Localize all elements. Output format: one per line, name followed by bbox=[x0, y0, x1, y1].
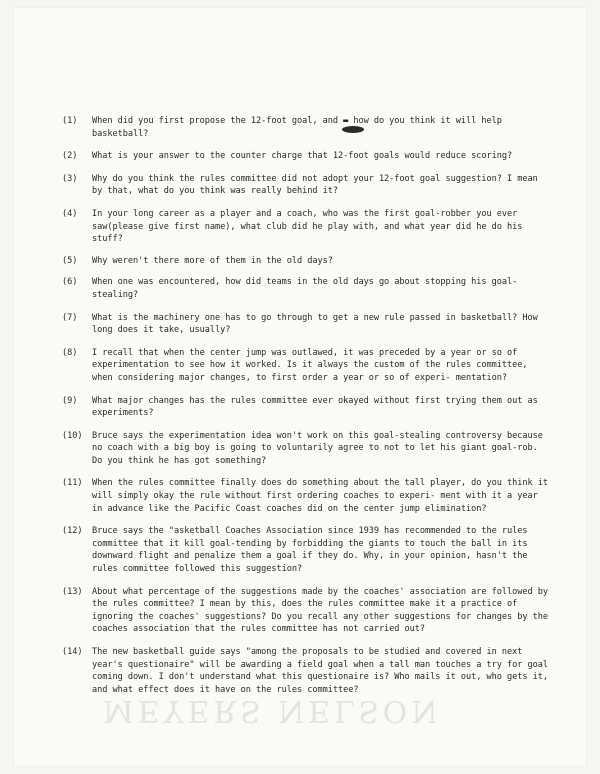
question-text: In your long career as a player and a coach, who was the first goal-robber you ever saw(please give first name), what club did he play with, and what year did he do his stuff? bbox=[92, 208, 523, 245]
question-item bbox=[62, 276, 552, 301]
question-text: The new basketball guide says "among the proposals to be studied and covered in next year's questionaire" will be awarding a field goal when a tall man touches a try for goal coming down. I don't understand what this questionaire is? Who mails it out, who gets it, and what effect does it have on the rules committee? bbox=[92, 647, 549, 695]
bleed-through-watermark: MEYERS NELSON bbox=[103, 693, 442, 728]
question-text: What major changes has the rules committee ever okayed without first trying them out as experiments? bbox=[92, 395, 538, 419]
question-number: (11) bbox=[62, 478, 83, 489]
question-text: Why do you think the rules committee did not adopt your 12-foot goal suggestion? I mean by that, what do you think was really behind it? bbox=[92, 173, 538, 197]
question-item bbox=[62, 347, 552, 385]
question-item bbox=[62, 646, 552, 696]
question-item bbox=[62, 115, 552, 140]
question-number: (7) bbox=[62, 312, 78, 323]
question-item bbox=[62, 586, 552, 636]
question-number: (6) bbox=[62, 277, 78, 288]
question-item bbox=[62, 525, 552, 575]
question-number: (5) bbox=[62, 255, 78, 266]
question-text: About what percentage of the suggestions made by the coaches' association are followed by the rules committee? I mean by this, does the rules committee make it a practice of ignoring the coaches' suggestions? Do you recall any other suggestions for changes by the coaches association that the rules committee has not carried out? bbox=[92, 586, 549, 635]
question-text: When did you first propose the 12-foot goal, and ▬ how do you think it will help basketball? bbox=[92, 116, 502, 139]
question-item bbox=[62, 477, 552, 515]
question-number: (4) bbox=[62, 208, 78, 219]
question-text: What is the machinery one has to go through to get a new rule passed in basketball? How long does it take, usually? bbox=[92, 312, 538, 336]
question-number: (3) bbox=[62, 173, 78, 184]
question-item bbox=[62, 255, 552, 268]
question-item bbox=[62, 150, 552, 163]
question-number: (8) bbox=[62, 347, 78, 358]
question-item bbox=[62, 208, 552, 246]
question-item bbox=[62, 430, 552, 468]
question-item bbox=[62, 395, 552, 420]
question-number: (9) bbox=[62, 395, 78, 406]
question-text: When the rules committee finally does do something about the tall player, do you think it will simply okay the rule without first ordering coaches to experi- ment with it a year in advance like the Pacific Coast coaches did on the center jump elimination? bbox=[92, 478, 549, 514]
question-item bbox=[62, 312, 552, 337]
question-text: I recall that when the center jump was outlawed, it was preceded by a year or so of experimentation to see how it worked. Is it always the custom of the rules committee, when considering major changes, to first order a year or so of experi- mentation? bbox=[92, 347, 528, 383]
question-text: When one was encountered, how did teams in the old days go about stopping his goal-stealing? bbox=[92, 277, 518, 300]
question-number: (14) bbox=[62, 647, 83, 657]
ink-scribble-mark bbox=[342, 126, 364, 133]
question-number: (10) bbox=[62, 430, 83, 441]
question-text: Why weren't there more of them in the old days? bbox=[92, 255, 333, 266]
question-number: (2) bbox=[62, 151, 78, 162]
question-text: Bruce says the "asketball Coaches Association since 1939 has recommended to the rules committee that it kill goal-tending by forbidding the giants to touch the ball in its downward flight and penalize them a goal if they do. Why, in your opinion, hasn't the rules committee followed this suggestion? bbox=[92, 526, 528, 575]
question-list bbox=[62, 115, 552, 696]
question-text: What is your answer to the counter charge that 12-foot goals would reduce scoring? bbox=[92, 151, 513, 162]
question-item bbox=[62, 173, 552, 198]
question-number: (1) bbox=[62, 116, 78, 126]
question-text: Bruce says the experimentation idea won't work on this goal-stealing controversy because no coach with a big boy is going to voluntarily agree to not to let his giant goal-rob. Do you think he has got something? bbox=[92, 430, 543, 466]
question-number: (12) bbox=[62, 526, 83, 537]
question-number: (13) bbox=[62, 586, 83, 597]
